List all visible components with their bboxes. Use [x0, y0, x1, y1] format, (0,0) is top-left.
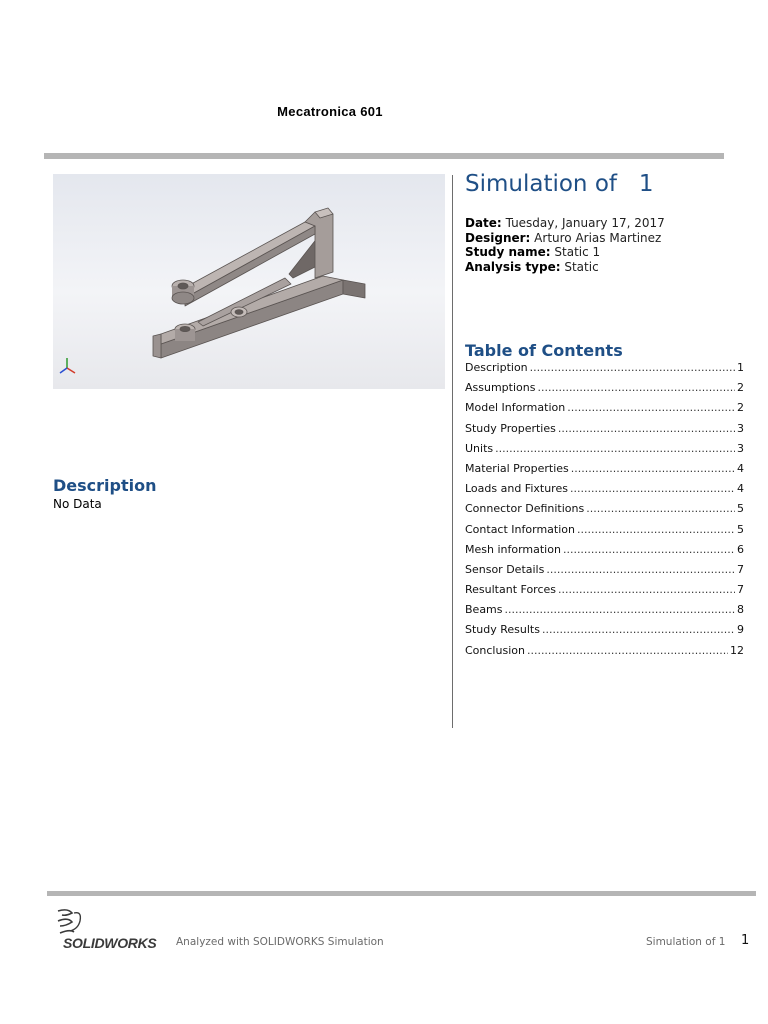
toc-item-page: 7	[737, 562, 744, 576]
analysis-row	[465, 260, 665, 275]
toc-item-contact-information[interactable]	[465, 523, 744, 543]
study-row	[465, 245, 665, 260]
toc-item-units[interactable]	[465, 442, 744, 462]
toc-item-label: Sensor Details	[465, 562, 545, 576]
toc-item-label: Study Properties	[465, 421, 556, 435]
toc-leader	[537, 381, 735, 394]
toc-item-label: Study Results	[465, 623, 540, 637]
toc-leader	[542, 623, 735, 636]
toc-item-page: 4	[737, 461, 744, 475]
toc-leader	[577, 523, 735, 536]
toc-item-label: Loads and Fixtures	[465, 482, 568, 496]
toc-item-study-properties[interactable]	[465, 422, 744, 442]
toc-leader	[586, 502, 735, 515]
toc-item-connector-definitions[interactable]	[465, 502, 744, 522]
toc-item-label: Resultant Forces	[465, 583, 557, 597]
toc-item-label: Mesh information	[465, 542, 561, 556]
toc-item-label: Model Information	[465, 401, 566, 415]
toc-item-page: 5	[737, 502, 744, 516]
footer-doc-title: Simulation of 1	[646, 936, 726, 948]
toc-leader	[571, 462, 735, 475]
study-name-value: Static 1	[554, 245, 601, 259]
toc-item-page: 1	[737, 361, 744, 374]
toc-leader	[558, 422, 735, 435]
model-render-image	[53, 174, 445, 389]
toc-item-page: 9	[737, 623, 744, 637]
report-title: Simulation of 1	[465, 171, 654, 197]
toc-item-page: 2	[737, 381, 744, 395]
header-divider	[44, 153, 724, 159]
footer-analyzed-text: Analyzed with SOLIDWORKS Simulation	[176, 936, 384, 948]
toc-heading: Table of Contents	[465, 341, 623, 360]
designer-row	[465, 231, 665, 246]
toc-item-page: 3	[737, 421, 744, 435]
toc-item-page: 6	[737, 542, 744, 556]
toc-leader	[505, 603, 735, 616]
toc-item-label: Units	[465, 441, 494, 455]
footer-page-number: 1	[741, 933, 750, 948]
date-row	[465, 216, 665, 231]
logo-wordmark: SOLIDWORKS	[63, 935, 157, 951]
toc-item-label: Beams	[465, 603, 503, 617]
column-divider	[452, 175, 453, 728]
toc-item-page: 4	[737, 482, 744, 496]
toc-item-loads-and-fixtures[interactable]	[465, 482, 744, 502]
toc-item-label: Description	[465, 361, 528, 374]
toc-item-study-results[interactable]	[465, 623, 744, 643]
analysis-type-label: Analysis type:	[465, 259, 561, 274]
report-metadata	[465, 216, 665, 274]
toc-item-label: Contact Information	[465, 522, 575, 536]
toc-item-label: Conclusion	[465, 643, 525, 657]
toc-leader	[495, 442, 735, 455]
toc-leader	[567, 401, 735, 414]
toc-item-label: Material Properties	[465, 461, 569, 475]
date-label: Date:	[465, 216, 502, 230]
solidworks-logo	[54, 907, 164, 953]
toc-item-mesh-information[interactable]	[465, 543, 744, 563]
toc-item-label: Connector Definitions	[465, 502, 585, 516]
designer-value: Arturo Arias Martinez	[534, 230, 662, 245]
analysis-type-value: Static	[564, 259, 599, 274]
study-name-label: Study name:	[465, 245, 551, 259]
toc-item-assumptions[interactable]	[465, 381, 744, 401]
toc-leader	[530, 361, 735, 374]
table-of-contents	[465, 361, 744, 664]
toc-item-description[interactable]	[465, 361, 744, 381]
header-title: Mecatronica 601	[277, 104, 383, 119]
toc-item-page: 7	[737, 583, 744, 597]
toc-leader	[570, 482, 735, 495]
toc-item-page: 12	[730, 643, 744, 657]
footer-divider	[47, 891, 756, 896]
description-body: No Data	[53, 497, 102, 511]
designer-label: Designer:	[465, 230, 531, 245]
toc-item-resultant-forces[interactable]	[465, 583, 744, 603]
toc-item-page: 3	[737, 441, 744, 455]
toc-item-beams[interactable]	[465, 603, 744, 623]
toc-item-conclusion[interactable]	[465, 644, 744, 664]
toc-leader	[527, 644, 728, 657]
date-value: Tuesday, January 17, 2017	[505, 216, 665, 230]
toc-item-material-properties[interactable]	[465, 462, 744, 482]
toc-item-label: Assumptions	[465, 381, 536, 395]
toc-leader	[563, 543, 735, 556]
toc-leader	[558, 583, 735, 596]
description-heading: Description	[53, 476, 157, 495]
ds-solidworks-logo-icon	[54, 907, 90, 935]
toc-item-sensor-details[interactable]	[465, 563, 744, 583]
toc-item-model-information[interactable]	[465, 401, 744, 421]
toc-item-page: 5	[737, 522, 744, 536]
toc-item-page: 2	[737, 401, 744, 415]
toc-leader	[546, 563, 735, 576]
toc-item-page: 8	[737, 603, 744, 617]
